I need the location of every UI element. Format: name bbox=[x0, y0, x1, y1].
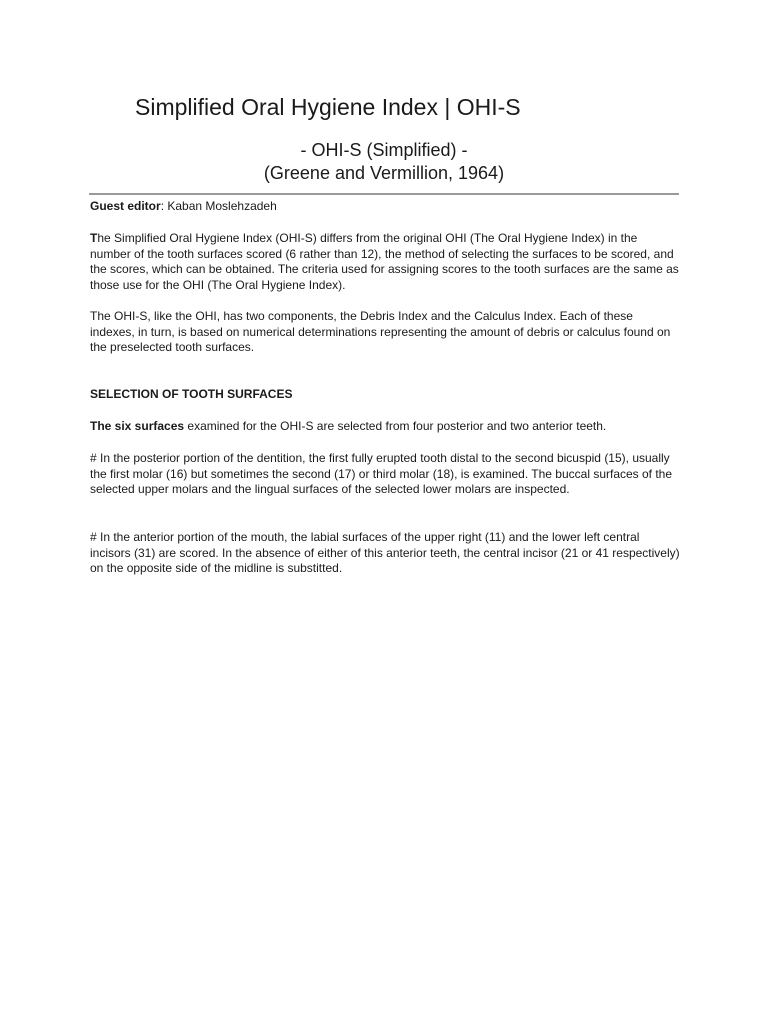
intro-paragraph bbox=[90, 231, 680, 293]
posterior-paragraph: # In the posterior portion of the dentition, the first fully erupted tooth distal to the second bicuspid (15), usually the first molar (16) but sometimes the second (17) or third molar (18), is examined. The buccal surfaces of the selected upper molars and the lingual surfaces of the selected lower molars are inspected. bbox=[90, 451, 673, 496]
guest-editor-line bbox=[90, 199, 680, 215]
six-surfaces-paragraph bbox=[90, 419, 680, 435]
six-surfaces-bold: The six surfaces bbox=[90, 419, 185, 433]
six-surfaces-text: examined for the OHI-S are selected from four posterior and two anterior teeth. bbox=[184, 419, 607, 433]
section-heading: SELECTION OF TOOTH SURFACES bbox=[90, 387, 293, 401]
components-paragraph: The OHI-S, like the OHI, has two components, the Debris Index and the Calculus Index. Each of these indexes, in turn, is based on numerical determinations representing the amount of debris or calculus found on the preselected tooth surfaces. bbox=[90, 309, 671, 354]
intro-text: he Simplified Oral Hygiene Index (OHI-S) differs from the original OHI (The Oral Hygiene Index) in the number of the tooth surfaces scored (6 rather than 12), the method of selecting the surfaces to be scored, and the scores, which can be obtained. The criteria used for assigning scores to the tooth surfaces are the same as those use for the OHI (The Oral Hygiene Index). bbox=[90, 231, 679, 292]
horizontal-divider bbox=[89, 193, 679, 195]
subtitle-line-1: - OHI-S (Simplified) - bbox=[300, 140, 468, 160]
intro-dropcap: T bbox=[90, 231, 98, 245]
page-title: Simplified Oral Hygiene Index | OHI-S bbox=[135, 94, 521, 120]
anterior-paragraph: # In the anterior portion of the mouth, the labial surfaces of the upper right (11) and the lower left central incisors (31) are scored. In the absence of either of this anterior teeth, the central incisor (21 or 41 respectively) on the opposite side of the midline is substitted. bbox=[90, 530, 680, 575]
guest-editor-name: : Kaban Moslehzadeh bbox=[160, 199, 277, 213]
guest-editor-label: Guest editor bbox=[90, 199, 161, 213]
subtitle-line-2: (Greene and Vermillion, 1964) bbox=[263, 163, 505, 183]
